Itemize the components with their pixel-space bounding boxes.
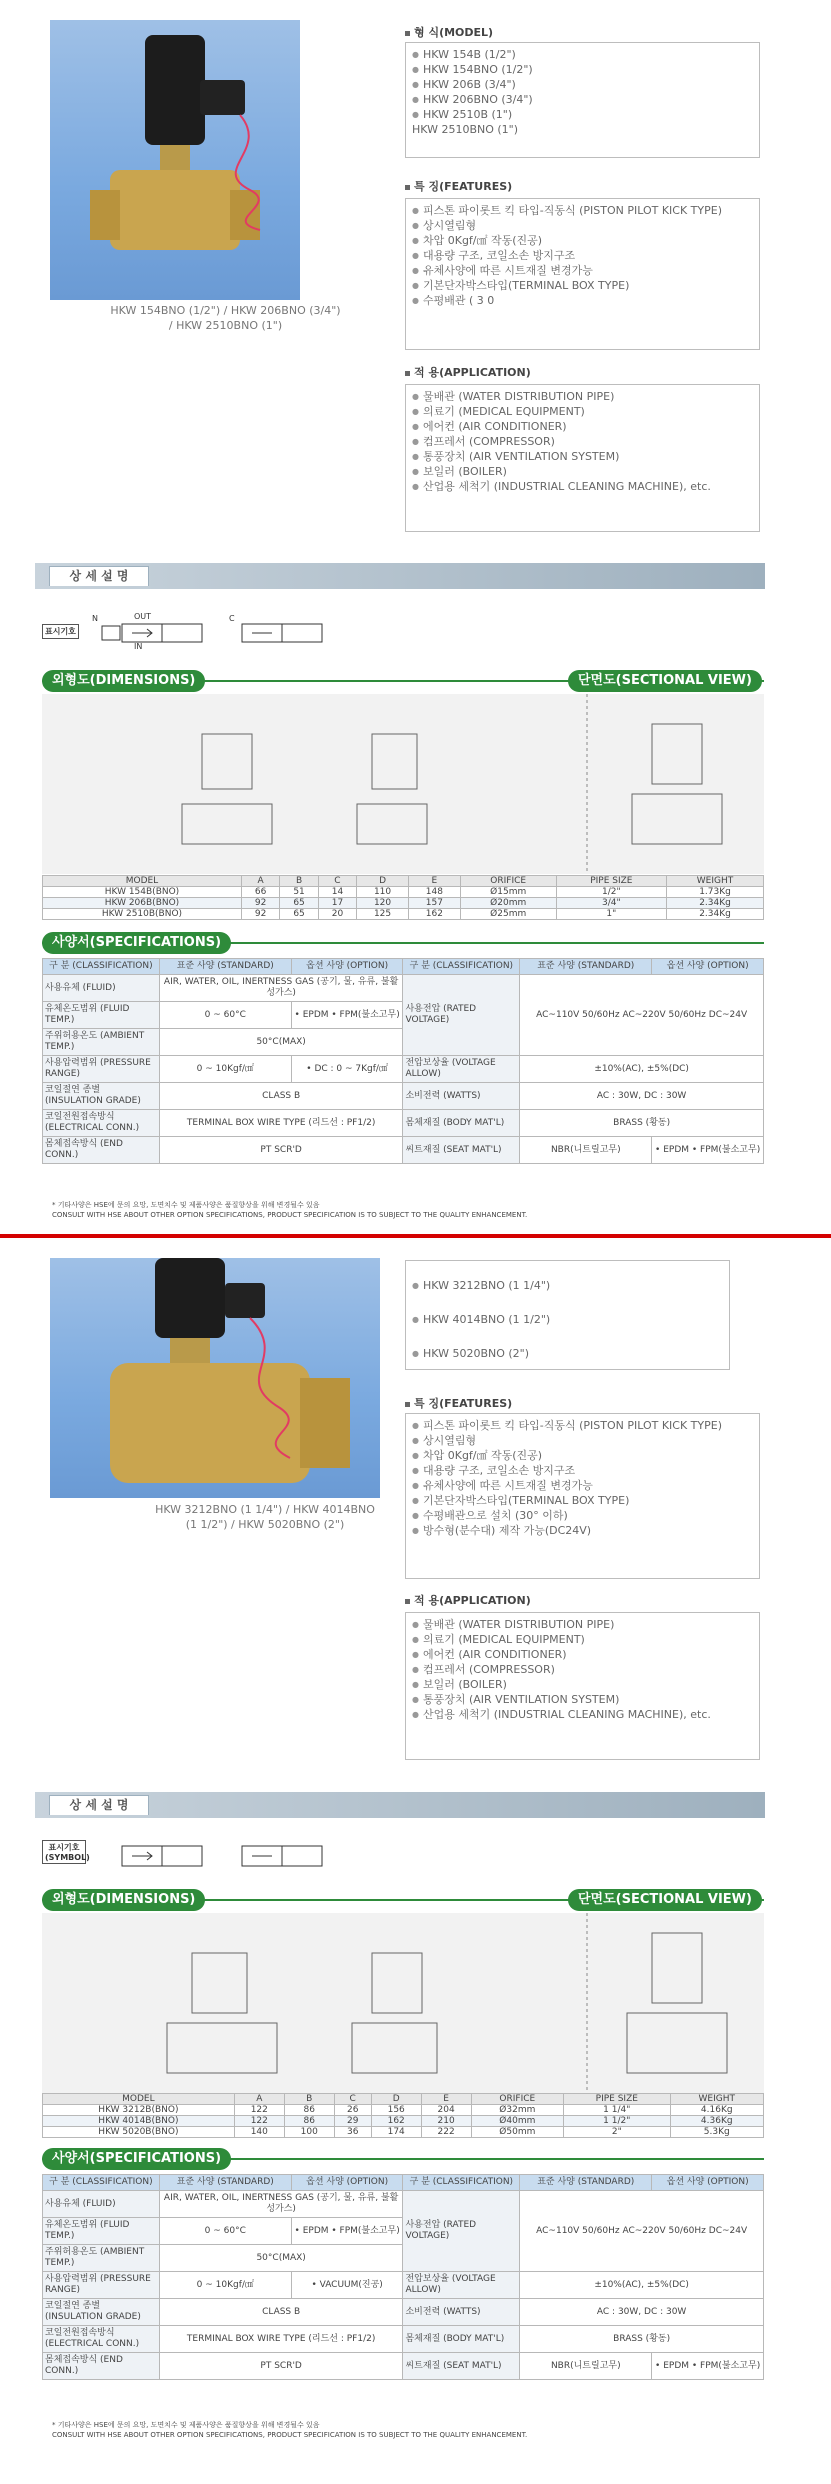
cell: HKW 206B(BNO): [43, 898, 242, 909]
detail-bar-1: [35, 563, 765, 589]
cell: CLASS B: [159, 2299, 403, 2326]
cell: 4.36Kg: [670, 2116, 764, 2127]
cell: TERMINAL BOX WIRE TYPE (리드선 : PF1/2): [159, 2326, 403, 2353]
cell: 2.34Kg: [667, 909, 764, 920]
cell: AC~110V 50/60Hz AC~220V 50/60Hz DC~24V: [520, 2191, 764, 2272]
application-item: ● 물배관 (WATER DISTRIBUTION PIPE): [412, 1617, 753, 1632]
dim-header: A: [241, 876, 279, 887]
feature-item: ● 유체사양에 따른 시트재질 변경가능: [412, 263, 753, 278]
cell: BRASS (황동): [520, 2326, 764, 2353]
features-heading-2: 특 징(FEATURES): [405, 1395, 512, 1411]
dim-title-1: 외형도(DIMENSIONS): [42, 670, 205, 692]
dim-header: D: [357, 876, 409, 887]
cell: HKW 2510B(BNO): [43, 909, 242, 920]
table-row: [43, 1056, 764, 1083]
cell: 전압보상율 (VOLTAGE ALLOW): [403, 1056, 520, 1083]
dim-header: E: [408, 876, 460, 887]
model-item: ● HKW 3212BNO (1 1/4"): [412, 1269, 723, 1303]
model-item: ● HKW 154BNO (1/2"): [412, 62, 753, 77]
feature-item: ● 수평배관으로 설치 (30° 이하): [412, 1508, 753, 1523]
model-item: ● HKW 4014BNO (1 1/2"): [412, 1303, 723, 1337]
application-list: [405, 384, 760, 532]
application-item: ● 산업용 세척기 (INDUSTRIAL CLEANING MACHINE), etc.: [412, 479, 753, 494]
cell: 사용유체 (FLUID): [43, 975, 160, 1002]
cell: • EPDM • FPM(불소고무): [291, 1002, 403, 1029]
product-photo-2: [50, 1258, 380, 1498]
symbol-label: 표시기호: [42, 624, 79, 639]
section-title-1: 단면도(SECTIONAL VIEW): [568, 670, 762, 692]
dimension-table-1: [42, 875, 764, 920]
valve-symbol-icon: [92, 612, 332, 650]
detail-bar-2: [35, 1792, 765, 1818]
spec-note-1: [52, 1200, 762, 1220]
cell: 156: [371, 2105, 421, 2116]
cell: 210: [421, 2116, 471, 2127]
spec-header: 옵션 사양 (OPTION): [291, 959, 403, 975]
model-list-2: [405, 1260, 730, 1370]
cell: 26: [334, 2105, 371, 2116]
symbol-in: IN: [134, 642, 143, 651]
detail-tab[interactable]: 상 세 설 명: [49, 566, 149, 586]
product-caption-1: HKW 154BNO (1/2") / HKW 206BNO (3/4") / HKW 2510BNO (1"): [110, 304, 341, 332]
cell: 코일절연 종별 (INSULATION GRADE): [43, 1083, 160, 1110]
cell: 65: [280, 909, 318, 920]
cell: 36: [334, 2127, 371, 2138]
cell: 51: [280, 887, 318, 898]
note-korean: * 기타사양은 HSE에 문의 요망, 도면치수 및 제품사양은 품질향상을 위해 변경될수 있음: [52, 2421, 320, 2429]
product-caption-2: HKW 3212BNO (1 1/4") / HKW 4014BNO (1 1/2") / HKW 5020BNO (2"): [155, 1503, 375, 1531]
drawing-icon: [42, 1913, 764, 2093]
cell: 몸체재질 (BODY MAT'L): [403, 2326, 520, 2353]
cell: 65: [280, 898, 318, 909]
cell: 162: [408, 909, 460, 920]
cell: HKW 3212B(BNO): [43, 2105, 235, 2116]
cell: 50°C(MAX): [159, 2245, 403, 2272]
table-row: [43, 2116, 764, 2127]
cell: 110: [357, 887, 409, 898]
application-item: ● 에어컨 (AIR CONDITIONER): [412, 1647, 753, 1662]
cell: 162: [371, 2116, 421, 2127]
cell: NBR(니트릴고무): [520, 2353, 652, 2380]
cell: 66: [241, 887, 279, 898]
table-row: [43, 2326, 764, 2353]
cell: ±10%(AC), ±5%(DC): [520, 2272, 764, 2299]
cell: 2.34Kg: [667, 898, 764, 909]
cell: CLASS B: [159, 1083, 403, 1110]
table-row: [43, 2105, 764, 2116]
cell: 코일전원접속방식 (ELECTRICAL CONN.): [43, 1110, 160, 1137]
application-item: ● 통풍장치 (AIR VENTILATION SYSTEM): [412, 449, 753, 464]
spec-header: 구 분 (CLASSIFICATION): [43, 2175, 160, 2191]
cell: ±10%(AC), ±5%(DC): [520, 1056, 764, 1083]
dim-header: WEIGHT: [667, 876, 764, 887]
model-item: ● HKW 5020BNO (2"): [412, 1337, 723, 1371]
symbol-row-1: [42, 612, 332, 650]
spec-header: 표준 사양 (STANDARD): [159, 2175, 291, 2191]
section-divider: [0, 1234, 831, 1238]
dim-header: E: [421, 2094, 471, 2105]
cell: 주위허용온도 (AMBIENT TEMP.): [43, 1029, 160, 1056]
cell: Ø32mm: [471, 2105, 563, 2116]
cell: 몸체재질 (BODY MAT'L): [403, 1110, 520, 1137]
application-item: ● 의료기 (MEDICAL EQUIPMENT): [412, 404, 753, 419]
model-item: ● HKW 2510B (1"): [412, 107, 753, 122]
cell: 사용압력범위 (PRESSURE RANGE): [43, 1056, 160, 1083]
cell: 29: [334, 2116, 371, 2127]
dim-header: C: [334, 2094, 371, 2105]
cell: 14: [318, 887, 356, 898]
cell: 17: [318, 898, 356, 909]
cell: 1": [556, 909, 666, 920]
dim-header: WEIGHT: [670, 2094, 764, 2105]
feature-item: ● 수평배관 ( 3 0: [412, 293, 753, 308]
cell: Ø50mm: [471, 2127, 563, 2138]
model-item: ● HKW 154B (1/2"): [412, 47, 753, 62]
cell: 몸체접속방식 (END CONN.): [43, 1137, 160, 1164]
table-row: [43, 1083, 764, 1110]
cell: 전압보상율 (VOLTAGE ALLOW): [403, 2272, 520, 2299]
cell: 2": [564, 2127, 670, 2138]
table-row: [43, 1137, 764, 1164]
table-row: [43, 2127, 764, 2138]
cell: 50°C(MAX): [159, 1029, 403, 1056]
cell: Ø25mm: [460, 909, 556, 920]
cell: BRASS (황동): [520, 1110, 764, 1137]
cell: 몸체접속방식 (END CONN.): [43, 2353, 160, 2380]
application-item: ● 의료기 (MEDICAL EQUIPMENT): [412, 1632, 753, 1647]
cell: 유체온도범위 (FLUID TEMP.): [43, 2218, 160, 2245]
cell: 0 ~ 60°C: [159, 2218, 291, 2245]
cell: 1 1/2": [564, 2116, 670, 2127]
application-item: ● 에어컨 (AIR CONDITIONER): [412, 419, 753, 434]
application-heading: 적 용(APPLICATION): [405, 364, 531, 380]
cell: • VACUUM(진공): [291, 2272, 403, 2299]
feature-item: ● 상시열림형: [412, 1433, 753, 1448]
cell: HKW 154B(BNO): [43, 887, 242, 898]
symbol-n: N: [92, 614, 98, 623]
application-item: ● 보일러 (BOILER): [412, 464, 753, 479]
table-row: [43, 975, 764, 1002]
features-list: [405, 198, 760, 350]
symbol-label: 표시기호 (SYMBOL): [42, 1840, 86, 1864]
valve-symbol-icon: [92, 1832, 332, 1882]
cell: 주위허용온도 (AMBIENT TEMP.): [43, 2245, 160, 2272]
cell: 코일전원접속방식 (ELECTRICAL CONN.): [43, 2326, 160, 2353]
dim-header: MODEL: [43, 876, 242, 887]
feature-item: ● 피스톤 파이롯트 킥 타입-직동식 (PISTON PILOT KICK TYPE): [412, 203, 753, 218]
cell: 92: [241, 898, 279, 909]
dimension-table-2: [42, 2093, 764, 2138]
dim-header: D: [371, 2094, 421, 2105]
dimension-drawing-1: [42, 694, 764, 874]
product-photo-1: [50, 20, 300, 300]
cell: AC~110V 50/60Hz AC~220V 50/60Hz DC~24V: [520, 975, 764, 1056]
note-korean: * 기타사양은 HSE에 문의 요망, 도면치수 및 제품사양은 품질향상을 위해 변경될수 있음: [52, 1201, 320, 1209]
model-item: ● HKW 206B (3/4"): [412, 77, 753, 92]
feature-item: ● 대용량 구조, 코일소손 방지구조: [412, 248, 753, 263]
model-list: [405, 42, 760, 158]
cell: 148: [408, 887, 460, 898]
application-item: ● 컴프레서 (COMPRESSOR): [412, 1662, 753, 1677]
feature-item: ● 피스톤 파이롯트 킥 타입-직동식 (PISTON PILOT KICK TYPE): [412, 1418, 753, 1433]
spec-header: 옵션 사양 (OPTION): [291, 2175, 403, 2191]
cell: 122: [234, 2116, 284, 2127]
cell: Ø15mm: [460, 887, 556, 898]
cell: 140: [234, 2127, 284, 2138]
cell: TERMINAL BOX WIRE TYPE (리드선 : PF1/2): [159, 1110, 403, 1137]
dim-header: A: [234, 2094, 284, 2105]
note-english: CONSULT WITH HSE ABOUT OTHER OPTION SPECIFICATIONS, PRODUCT SPECIFICATION IS TO SUBJECT TO THE QUALITY ENHANCEMENT.: [52, 1211, 528, 1219]
table-row: [43, 2299, 764, 2326]
cell: 122: [234, 2105, 284, 2116]
feature-item: ● 기본단자박스타입(TERMINAL BOX TYPE): [412, 1493, 753, 1508]
symbol-c: C: [229, 614, 235, 623]
cell: • EPDM • FPM(불소고무): [652, 1137, 764, 1164]
dimension-drawing-2: [42, 1913, 764, 2093]
cell: 125: [357, 909, 409, 920]
spec-note-2: [52, 2420, 762, 2440]
cell: 소비전력 (WATTS): [403, 1083, 520, 1110]
cell: HKW 5020B(BNO): [43, 2127, 235, 2138]
table-row: [43, 898, 764, 909]
feature-item: ● 대용량 구조, 코일소손 방지구조: [412, 1463, 753, 1478]
application-item: ● 컴프레서 (COMPRESSOR): [412, 434, 753, 449]
dim-header: B: [280, 876, 318, 887]
cell: Ø40mm: [471, 2116, 563, 2127]
symbol-row-2: [42, 1832, 332, 1882]
cell: 222: [421, 2127, 471, 2138]
model-item: ● HKW 206BNO (3/4"): [412, 92, 753, 107]
spec-header: 옵션 사양 (OPTION): [652, 959, 764, 975]
application-heading-2: 적 용(APPLICATION): [405, 1592, 531, 1608]
feature-item: ● 기본단자박스타입(TERMINAL BOX TYPE): [412, 278, 753, 293]
cell: 코일절연 종별 (INSULATION GRADE): [43, 2299, 160, 2326]
spec-header: 구 분 (CLASSIFICATION): [403, 2175, 520, 2191]
application-item: ● 산업용 세척기 (INDUSTRIAL CLEANING MACHINE), etc.: [412, 1707, 753, 1722]
cell: 사용전압 (RATED VOLTAGE): [403, 975, 520, 1056]
cell: 20: [318, 909, 356, 920]
application-list-2: [405, 1612, 760, 1760]
cell: AIR, WATER, OIL, INERTNESS GAS (공기, 물, 유류, 불활성가스): [159, 2191, 403, 2218]
cell: 0 ~ 10Kgf/㎠: [159, 2272, 291, 2299]
model-heading: 형 식(MODEL): [405, 24, 493, 40]
dim-header: PIPE SIZE: [556, 876, 666, 887]
application-item: ● 물배관 (WATER DISTRIBUTION PIPE): [412, 389, 753, 404]
table-row: [43, 909, 764, 920]
valve-image: [50, 20, 300, 300]
spec-header: 표준 사양 (STANDARD): [520, 2175, 652, 2191]
cell: 1 1/4": [564, 2105, 670, 2116]
table-row: [43, 887, 764, 898]
cell: PT SCR'D: [159, 1137, 403, 1164]
cell: 120: [357, 898, 409, 909]
features-heading: 특 징(FEATURES): [405, 178, 512, 194]
cell: 씨트재질 (SEAT MAT'L): [403, 1137, 520, 1164]
symbol-out: OUT: [134, 612, 152, 621]
cell: • EPDM • FPM(불소고무): [291, 2218, 403, 2245]
cell: 사용전압 (RATED VOLTAGE): [403, 2191, 520, 2272]
dim-header: C: [318, 876, 356, 887]
application-item: ● 통풍장치 (AIR VENTILATION SYSTEM): [412, 1692, 753, 1707]
cell: 4.16Kg: [670, 2105, 764, 2116]
dim-header: B: [284, 2094, 334, 2105]
table-row: [43, 1110, 764, 1137]
detail-tab[interactable]: 상 세 설 명: [49, 1795, 149, 1815]
cell: AC : 30W, DC : 30W: [520, 2299, 764, 2326]
spec-table-1: [42, 958, 764, 1164]
cell: 174: [371, 2127, 421, 2138]
dim-header: PIPE SIZE: [564, 2094, 670, 2105]
table-row: [43, 2353, 764, 2380]
dim-title-2: 외형도(DIMENSIONS): [42, 1889, 205, 1911]
dim-header: ORIFICE: [471, 2094, 563, 2105]
features-list-2: [405, 1413, 760, 1579]
cell: 1.73Kg: [667, 887, 764, 898]
cell: PT SCR'D: [159, 2353, 403, 2380]
cell: • EPDM • FPM(불소고무): [652, 2353, 764, 2380]
cell: NBR(니트릴고무): [520, 1137, 652, 1164]
cell: 씨트재질 (SEAT MAT'L): [403, 2353, 520, 2380]
application-item: ● 보일러 (BOILER): [412, 1677, 753, 1692]
cell: 0 ~ 60°C: [159, 1002, 291, 1029]
feature-item: ● 유체사양에 따른 시트재질 변경가능: [412, 1478, 753, 1493]
spec-header: 구 분 (CLASSIFICATION): [403, 959, 520, 975]
cell: AC : 30W, DC : 30W: [520, 1083, 764, 1110]
cell: 1/2": [556, 887, 666, 898]
cell: 204: [421, 2105, 471, 2116]
cell: 92: [241, 909, 279, 920]
cell: 157: [408, 898, 460, 909]
cell: 86: [284, 2105, 334, 2116]
dim-header: ORIFICE: [460, 876, 556, 887]
feature-item: ● 차압 0Kgf/㎠ 작동(진공): [412, 1448, 753, 1463]
feature-item: ● 차압 0Kgf/㎠ 작동(진공): [412, 233, 753, 248]
cell: 사용유체 (FLUID): [43, 2191, 160, 2218]
section-title-2: 단면도(SECTIONAL VIEW): [568, 1889, 762, 1911]
spec-header: 구 분 (CLASSIFICATION): [43, 959, 160, 975]
drawing-icon: [42, 694, 764, 874]
cell: • DC : 0 ~ 7Kgf/㎠: [291, 1056, 403, 1083]
spec-header: 표준 사양 (STANDARD): [159, 959, 291, 975]
cell: 86: [284, 2116, 334, 2127]
table-row: [43, 2191, 764, 2218]
cell: 소비전력 (WATTS): [403, 2299, 520, 2326]
cell: 100: [284, 2127, 334, 2138]
model-item: HKW 2510BNO (1"): [412, 123, 519, 136]
spec-title-1: 사양서(SPECIFICATIONS): [42, 932, 231, 954]
note-english: CONSULT WITH HSE ABOUT OTHER OPTION SPECIFICATIONS, PRODUCT SPECIFICATION IS TO SUBJECT TO THE QUALITY ENHANCEMENT.: [52, 2431, 528, 2439]
cell: 0 ~ 10Kgf/㎠: [159, 1056, 291, 1083]
cell: AIR, WATER, OIL, INERTNESS GAS (공기, 물, 유류, 불활성가스): [159, 975, 403, 1002]
spec-header: 표준 사양 (STANDARD): [520, 959, 652, 975]
spec-header: 옵션 사양 (OPTION): [652, 2175, 764, 2191]
cell: 사용압력범위 (PRESSURE RANGE): [43, 2272, 160, 2299]
cell: HKW 4014B(BNO): [43, 2116, 235, 2127]
feature-item: ● 상시열림형: [412, 218, 753, 233]
cell: 유체온도범위 (FLUID TEMP.): [43, 1002, 160, 1029]
cell: Ø20mm: [460, 898, 556, 909]
cell: 3/4": [556, 898, 666, 909]
cell: 5.3Kg: [670, 2127, 764, 2138]
valve-image: [50, 1258, 380, 1498]
table-row: [43, 2272, 764, 2299]
dim-header: MODEL: [43, 2094, 235, 2105]
spec-title-2: 사양서(SPECIFICATIONS): [42, 2148, 231, 2170]
spec-table-2: [42, 2174, 764, 2380]
feature-item: ● 방수형(분수대) 제작 가능(DC24V): [412, 1523, 753, 1538]
